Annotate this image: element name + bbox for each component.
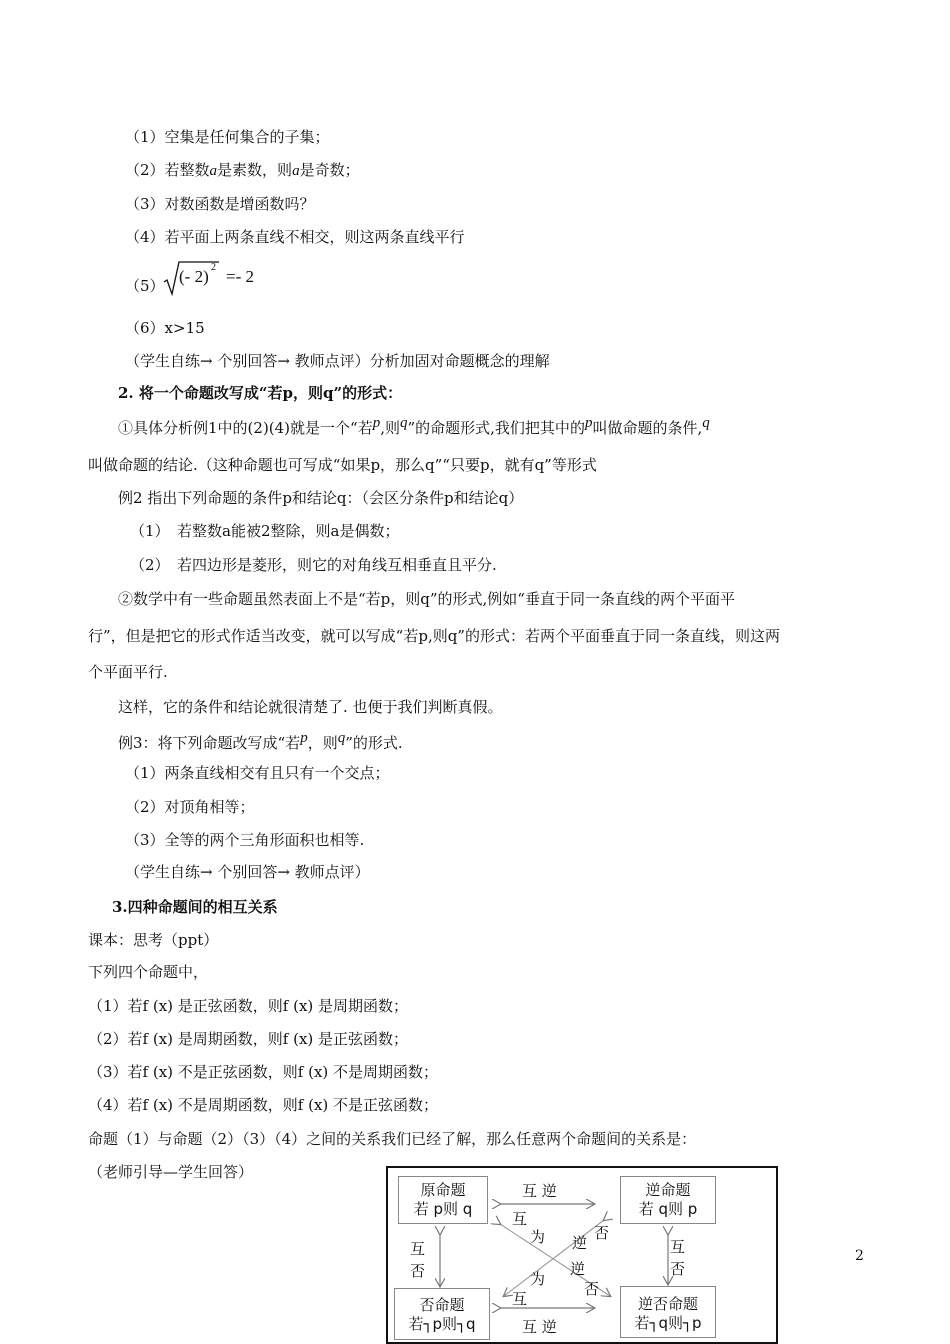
example-3-activity: （学生自练→ 个别回答→ 教师点评） bbox=[125, 863, 370, 881]
diagonal-label-fou-1: 否 bbox=[594, 1224, 610, 1242]
list-item-1: （1）空集是任何集合的子集； bbox=[125, 128, 330, 146]
inverse-proposition-box bbox=[394, 1288, 490, 1340]
paragraph-2-line-3: 个平面平行. bbox=[88, 663, 168, 681]
activity-note: （学生自练→ 个别回答→ 教师点评）分析加固对命题概念的理解 bbox=[125, 352, 550, 370]
paragraph-1-line-1 bbox=[118, 415, 710, 439]
text-segment: ①具体分析例1中的(2)(4)就是一个“若 bbox=[118, 419, 373, 437]
left-mutual-negation-label-1: 互 bbox=[410, 1240, 426, 1258]
list-item-4: （4）若平面上两条直线不相交，则这两条直线平行 bbox=[125, 228, 465, 246]
paragraph-1-line-2: 叫做命题的结论.（这种命题也可写成“如果p，那么q”“只要p，就有q”等形式 bbox=[88, 456, 597, 474]
text-segment: ，则 bbox=[307, 734, 338, 752]
page-number: 2 bbox=[855, 1248, 864, 1264]
example-3-item-2: （2）对顶角相等； bbox=[125, 798, 255, 816]
bottom-mutual-converse-label: 互 逆 bbox=[522, 1318, 557, 1336]
contrapositive-proposition-title: 逆否命题 bbox=[637, 1295, 698, 1313]
diagonal-label-ni-2: 逆 bbox=[570, 1260, 586, 1278]
proposition-4: （4）若f (x) 不是周期函数，则f (x) 不是正弦函数； bbox=[88, 1096, 439, 1114]
contrapositive-proposition-body: 若┐q则┐p bbox=[634, 1314, 702, 1332]
sqrt-expression bbox=[163, 258, 273, 302]
math-var-p: p bbox=[372, 415, 381, 431]
text-segment: 例3：将下列命题改写成“若 bbox=[118, 734, 301, 752]
proposition-3: （3）若f (x) 不是正弦函数，则f (x) 不是周期函数； bbox=[88, 1063, 439, 1081]
text-segment: 是奇数； bbox=[299, 161, 360, 179]
inverse-proposition-title: 否命题 bbox=[419, 1296, 465, 1314]
example-3-item-1: （1）两条直线相交有且只有一个交点； bbox=[125, 764, 390, 782]
paragraph-3: 这样，它的条件和结论就很清楚了. 也便于我们判断真假。 bbox=[118, 698, 503, 716]
textbook-note: 课本：思考（ppt） bbox=[88, 931, 219, 949]
math-var-q: q bbox=[702, 415, 710, 431]
original-proposition-body: 若 p则 q bbox=[413, 1200, 473, 1218]
right-mutual-negation-label-2: 否 bbox=[670, 1260, 686, 1278]
diagonal-label-ni-1: 逆 bbox=[572, 1234, 588, 1252]
list-item-6: （6）x>15 bbox=[125, 319, 205, 337]
sqrt-rhs: =- 2 bbox=[226, 267, 254, 286]
intro-line: 下列四个命题中， bbox=[88, 963, 209, 981]
original-proposition-title: 原命题 bbox=[420, 1181, 466, 1199]
text-segment: 叫做命题的条件, bbox=[592, 419, 703, 437]
proposition-1: （1）若f (x) 是正弦函数，则f (x) 是周期函数； bbox=[88, 997, 409, 1015]
contrapositive-proposition-box bbox=[620, 1286, 716, 1338]
math-var-a: a bbox=[292, 163, 300, 179]
left-mutual-negation-label-2: 否 bbox=[410, 1262, 426, 1280]
text-segment: ”的形式. bbox=[345, 734, 403, 752]
converse-proposition-body: 若 q则 p bbox=[638, 1200, 698, 1218]
list-item-2 bbox=[125, 160, 360, 181]
right-mutual-negation-label-1: 互 bbox=[670, 1238, 686, 1256]
math-var-a: a bbox=[209, 163, 218, 179]
top-mutual-converse-label: 互 逆 bbox=[522, 1182, 557, 1200]
math-var-p: p bbox=[300, 730, 308, 746]
diagonal-label-hu-2: 互 bbox=[512, 1290, 528, 1308]
section-heading-2: 2. 将一个命题改写成“若p，则q”的形式： bbox=[118, 384, 403, 402]
text-segment: 是素数，则 bbox=[217, 161, 293, 179]
inverse-proposition-body: 若┐p则┐q bbox=[408, 1315, 476, 1333]
diagonal-label-hu-1: 互 bbox=[512, 1210, 528, 1228]
text-segment: ”的命题形式,我们把其中的 bbox=[407, 419, 585, 437]
teacher-guide-note: （老师引导—学生回答） bbox=[88, 1163, 254, 1181]
converse-proposition-box bbox=[620, 1176, 716, 1224]
text-segment: （2）若整数 bbox=[125, 161, 210, 179]
proposition-2: （2）若f (x) 是周期函数，则f (x) 是正弦函数； bbox=[88, 1030, 409, 1048]
text-segment: ,则 bbox=[380, 419, 400, 437]
example-2-item-1: （1） 若整数a能被2整除，则a是偶数； bbox=[130, 522, 400, 540]
original-proposition-box bbox=[398, 1176, 488, 1224]
example-2: 例2 指出下列命题的条件p和结论q：（会区分条件p和结论q） bbox=[118, 489, 524, 507]
converse-proposition-title: 逆命题 bbox=[645, 1181, 691, 1199]
math-var-p: p bbox=[584, 415, 593, 431]
section-heading-3: 3.四种命题间的相互关系 bbox=[112, 898, 278, 916]
example-2-item-2: （2） 若四边形是菱形，则它的对角线互相垂直且平分. bbox=[130, 556, 497, 574]
math-var-q: q bbox=[400, 415, 408, 431]
example-3 bbox=[118, 730, 403, 754]
example-3-item-3: （3）全等的两个三角形面积也相等. bbox=[125, 831, 365, 849]
diagonal-label-wei-2: 为 bbox=[530, 1270, 546, 1288]
sqrt-exponent: 2 bbox=[211, 262, 216, 273]
diagonal-label-wei-1: 为 bbox=[530, 1228, 546, 1246]
paragraph-2-line-2: 行”，但是把它的形式作适当改变，就可以写成“若p,则q”的形式：若两个平面垂直于同一条直线，则这两 bbox=[88, 627, 780, 645]
four-propositions-diagram bbox=[386, 1166, 778, 1344]
math-var-q: q bbox=[337, 730, 346, 746]
list-item-5-label: （5） bbox=[125, 277, 165, 295]
diagonal-label-fou-2: 否 bbox=[584, 1280, 600, 1298]
sqrt-inner: (- 2) bbox=[179, 267, 209, 286]
list-item-3: （3）对数函数是增函数吗？ bbox=[125, 195, 315, 213]
paragraph-2-line-1: ②数学中有一些命题虽然表面上不是“若p，则q”的形式,例如“垂直于同一条直线的两个平面平 bbox=[118, 590, 735, 608]
relationship-question: 命题（1）与命题（2）（3）（4）之间的关系我们已经了解，那么任意两个命题间的关系是： bbox=[88, 1130, 697, 1148]
